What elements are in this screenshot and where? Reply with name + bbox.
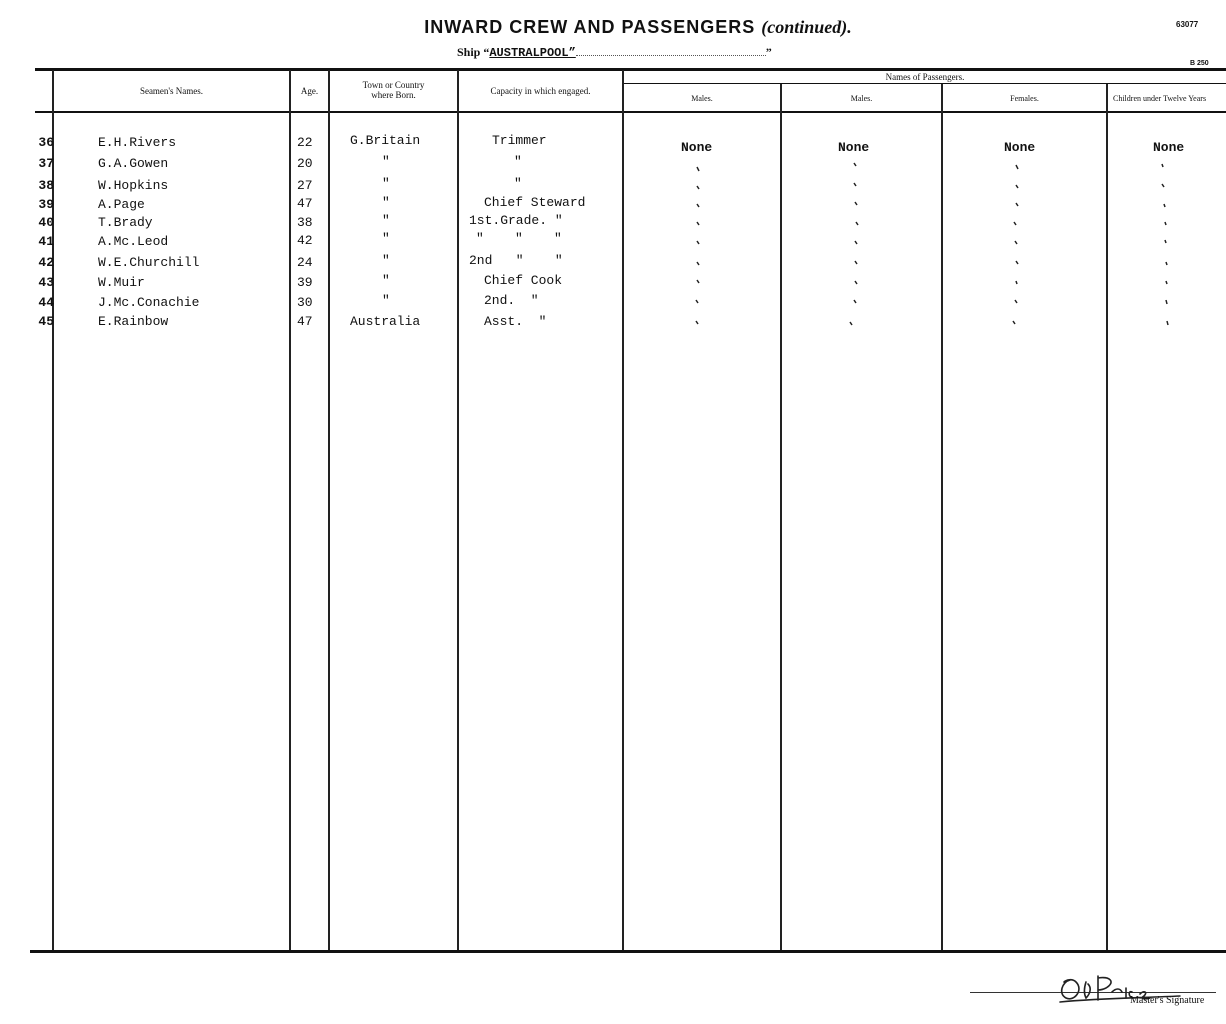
title-suffix: (continued). [761, 17, 852, 37]
seaman-age: 38 [297, 215, 313, 230]
ship-dotted-line [576, 46, 766, 56]
header-children: Children under Twelve Years [1113, 94, 1207, 103]
seaman-born: " [382, 176, 390, 191]
col-divider-age [289, 70, 291, 950]
seaman-capacity: " [514, 154, 522, 169]
seaman-name: J.Mc.Conachie [98, 295, 200, 310]
col-divider-town [328, 70, 330, 950]
seaman-born: " [382, 273, 390, 288]
form-code: B 250 [1190, 60, 1209, 67]
ship-suffix: ” [765, 45, 772, 59]
row-number: 37 [38, 156, 54, 171]
passenger-subheader-rule [624, 83, 1226, 84]
header-females: Females. [1010, 94, 1039, 103]
seaman-age: 47 [297, 196, 313, 211]
seaman-born: G.Britain [350, 133, 421, 148]
seaman-capacity: Trimmer [492, 133, 547, 148]
row-number: 41 [38, 234, 54, 249]
passengers-males-2-none: None [838, 140, 870, 155]
seaman-capacity: 2nd " " [469, 253, 563, 268]
row-number: 36 [38, 135, 54, 150]
table-bottom-rule [30, 950, 1226, 953]
row-number: 45 [38, 314, 54, 329]
signature-label: Master's Signature [1130, 995, 1205, 1006]
seaman-capacity: Chief Cook [484, 273, 563, 288]
passengers-females-none: None [1004, 140, 1036, 155]
seaman-name: W.Hopkins [98, 178, 169, 193]
seaman-age: 42 [297, 233, 313, 248]
row-number: 38 [38, 178, 54, 193]
seaman-age: 27 [297, 178, 313, 193]
col-divider-capacity [457, 70, 459, 950]
seaman-born: " [382, 213, 390, 228]
seaman-name: W.Muir [98, 275, 145, 290]
seaman-age: 22 [297, 135, 313, 150]
seaman-age: 20 [297, 156, 313, 171]
row-number: 42 [38, 255, 54, 270]
row-number: 44 [38, 295, 54, 310]
header-town-line2: where Born. [371, 90, 416, 100]
header-capacity: Capacity in which engaged. [490, 86, 591, 96]
seaman-born: " [382, 253, 390, 268]
header-males-1: Males. [691, 94, 713, 103]
header-males-2: Males. [850, 94, 873, 103]
ditto-tick-marks [620, 155, 1226, 335]
form-number: 63077 [1176, 20, 1199, 29]
seaman-name: G.A.Gowen [98, 156, 169, 171]
seaman-born: " [382, 154, 390, 169]
row-number: 40 [38, 215, 54, 230]
seaman-born: " [382, 293, 390, 308]
ship-name: AUSTRALPOOL” [489, 46, 576, 60]
seaman-age: 30 [297, 295, 313, 310]
header-town [330, 80, 457, 100]
header-town-line1: Town or Country [362, 80, 425, 90]
seaman-capacity: " [514, 176, 522, 191]
ship-line [457, 45, 772, 60]
seaman-capacity: Asst. " [484, 314, 547, 329]
seaman-name: E.Rainbow [98, 314, 169, 329]
passengers-children-none: None [1153, 140, 1185, 155]
header-passengers-group: Names of Passengers. [885, 72, 965, 82]
form-title [0, 17, 1226, 38]
passengers-males-1-none: None [681, 140, 713, 155]
seaman-born: " [382, 231, 390, 246]
row-number: 39 [38, 197, 54, 212]
row-number: 43 [38, 275, 54, 290]
seaman-name: T.Brady [98, 215, 153, 230]
seaman-name: A.Page [98, 197, 145, 212]
seaman-name: E.H.Rivers [98, 135, 177, 150]
seaman-born: " [382, 195, 390, 210]
table-top-rule [35, 68, 1226, 71]
seaman-capacity: 2nd. " [484, 293, 539, 308]
seaman-age: 39 [297, 275, 313, 290]
header-bottom-rule [35, 111, 1226, 113]
title-main: INWARD CREW AND PASSENGERS [424, 17, 756, 37]
seaman-capacity: Chief Steward [484, 195, 586, 210]
seaman-name: A.Mc.Leod [98, 234, 169, 249]
header-seamen-names: Seamen's Names. [139, 86, 204, 96]
header-age: Age. [300, 86, 319, 96]
seaman-age: 24 [297, 255, 313, 270]
seaman-born: Australia [350, 314, 421, 329]
ship-prefix: Ship “ [457, 45, 490, 59]
seaman-capacity: " " " [476, 231, 562, 246]
seaman-name: W.E.Churchill [98, 255, 200, 270]
seaman-age: 47 [297, 314, 313, 329]
seaman-capacity: 1st.Grade. " [469, 213, 563, 228]
